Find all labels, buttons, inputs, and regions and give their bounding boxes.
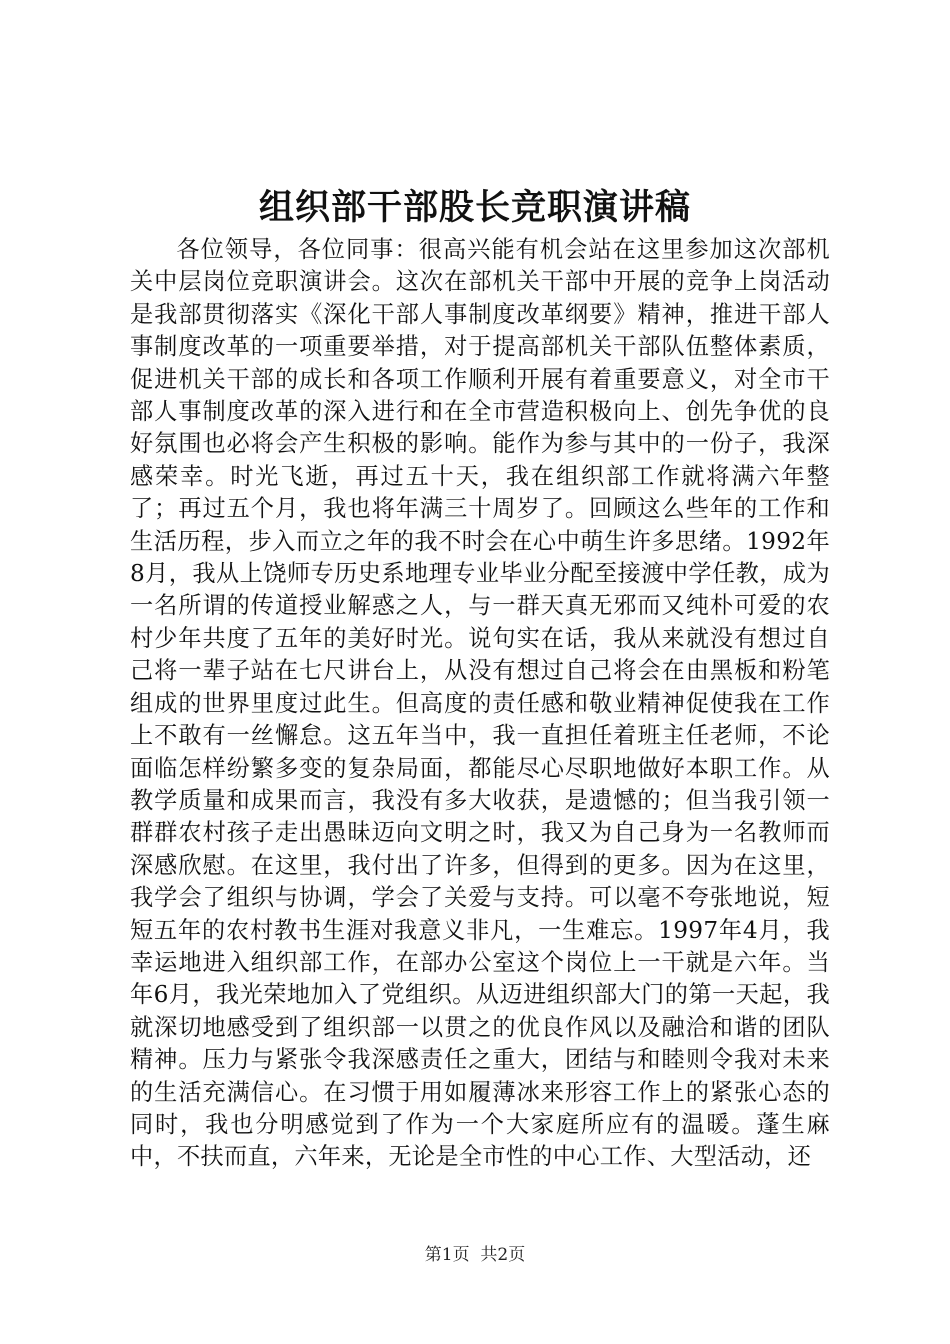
document-title: 组织部干部股长竞职演讲稿 bbox=[258, 187, 691, 228]
page-footer bbox=[0, 1244, 950, 1266]
document-body: 各位领导，各位同事：很高兴能有机会站在这里参加这次部机关中层岗位竞职演讲会。这次在部机关干部中开展的竞争上岗活动是我部贯彻落实《深化干部人事制度改革纲要》精神，推进干部人事制度改革的一项重要举措，对于提高部机关干部队伍整体素质，促进机关干部的成长和各项工作顺利开展有着重要意义，对全市干部人事制度改革的深入进行和在全市营造积极向上、创先争优的良好氛围也必将会产生积极的影响。能作为参与其中的一份子，我深感荣幸。时光飞逝，再过五十天，我在组织部工作就将满六年整了；再过五个月，我也将年满三十周岁了。回顾这么些年的工作和生活历程，步入而立之年的我不时会在心中萌生许多思绪。1992年8月，我从上饶师专历史系地理专业毕业分配至接渡中学任教，成为一名所谓的传道授业解惑之人，与一群天真无邪而又纯朴可爱的农村少年共度了五年的美好时光。说句实在话，我从来就没有想过自己将一辈子站在七尺讲台上，从没有想过自己将会在由黑板和粉笔组成的世界里度过此生。但高度的责任感和敬业精神促使我在工作上不敢有一丝懈怠。这五年当中，我一直担任着班主任老师，不论面临怎样纷繁多变的复杂局面，都能尽心尽职地做好本职工作。从教学质量和成果而言，我没有多大收获，是遗憾的；但当我引领一群群农村孩子走出愚昧迈向文明之时，我又为自己身为一名教师而深感欣慰。在这里，我付出了许多，但得到的更多。因为在这里，我学会了组织与协调，学会了关爱与支持。可以毫不夸张地说，短短五年的农村教书生涯对我意义非凡，一生难忘。1997年4月，我幸运地进入组织部工作，在部办公室这个岗位上一干就是六年。当年6月，我光荣地加入了党组织。从迈进组织部大门的第一天起，我就深切地感受到了组织部一以贯之的优良作风以及融洽和谐的团队精神。压力与紧张令我深感责任之重大，团结与和睦则令我对未来的生活充满信心。在习惯于用如履薄冰来形容工作上的紧张心态的同时，我也分明感觉到了作为一个大家庭所应有的温暖。蓬生麻中，不扶而直，六年来，无论是全市性的中心工作、大型活动，还 bbox=[130, 236, 830, 1171]
page-number: 第1页 bbox=[424, 1245, 470, 1265]
page-total: 共2页 bbox=[480, 1245, 526, 1265]
